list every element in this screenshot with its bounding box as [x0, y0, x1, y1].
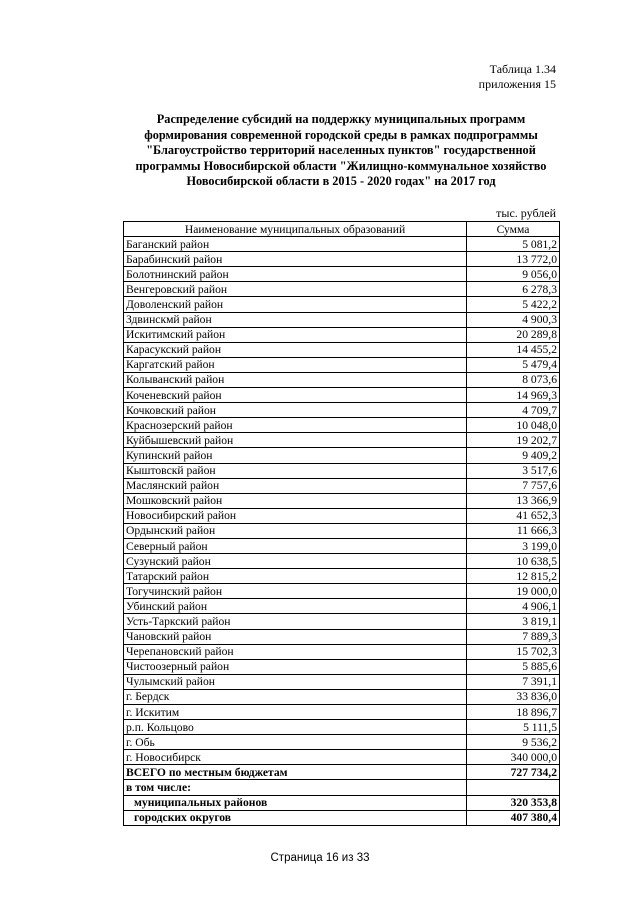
subsidy-sum: 340 000,0: [467, 750, 560, 765]
subsidy-sum: 41 652,3: [467, 508, 560, 523]
table-row: [124, 584, 560, 599]
subsidy-sum: 14 455,2: [467, 342, 560, 357]
column-header-sum: Сумма: [467, 222, 560, 237]
including-label: в том числе:: [124, 780, 467, 795]
subsidy-sum: 7 757,6: [467, 478, 560, 493]
municipality-name: Венгеровский район: [124, 282, 467, 297]
unit-label: тыс. рублей: [496, 206, 556, 220]
municipality-name: Здвинскмй район: [124, 312, 467, 327]
municipality-name: Искитимский район: [124, 327, 467, 342]
subsidy-sum: 4 709,7: [467, 403, 560, 418]
subsidy-sum: 13 772,0: [467, 252, 560, 267]
municipality-name: Карасукский район: [124, 342, 467, 357]
table-reference: [479, 62, 556, 91]
municipality-name: Доволенский район: [124, 297, 467, 312]
subsidy-sum: 9 409,2: [467, 448, 560, 463]
municipality-name: г. Бердск: [124, 689, 467, 704]
totals-section: [124, 765, 560, 825]
municipality-name: Куйбышевский район: [124, 433, 467, 448]
table-row: [124, 418, 560, 433]
table-row: [124, 735, 560, 750]
subsidy-sum: 20 289,8: [467, 327, 560, 342]
total-label: ВСЕГО по местным бюджетам: [124, 765, 467, 780]
subsidy-sum: 5 081,2: [467, 237, 560, 252]
total-row: [124, 765, 560, 780]
municipality-name: Ордынский район: [124, 523, 467, 538]
municipality-name: Чистоозерный район: [124, 659, 467, 674]
municipality-name: Чановский район: [124, 629, 467, 644]
municipality-name: Колыванский район: [124, 372, 467, 387]
table-row: [124, 644, 560, 659]
table-row: [124, 252, 560, 267]
districts-label: муниципальных районов: [124, 795, 467, 810]
subsidy-table: [123, 221, 560, 826]
municipality-name: г. Новосибирск: [124, 750, 467, 765]
municipality-name: Новосибирский район: [124, 508, 467, 523]
table-row: [124, 629, 560, 644]
table-row: [124, 463, 560, 478]
municipality-name: Маслянский район: [124, 478, 467, 493]
table-row: [124, 689, 560, 704]
municipality-name: Убинский район: [124, 599, 467, 614]
subsidy-sum: 10 638,5: [467, 554, 560, 569]
subsidy-sum: 3 199,0: [467, 538, 560, 553]
title-line: Новосибирской области в 2015 - 2020 годах" на 2017 год: [186, 174, 496, 189]
municipality-name: Баганский район: [124, 237, 467, 252]
subsidy-sum: 9 056,0: [467, 267, 560, 282]
urban-row: [124, 810, 560, 825]
table-row: [124, 705, 560, 720]
appendix-label: приложения 15: [478, 76, 556, 91]
subsidy-sum: 5 422,2: [467, 297, 560, 312]
subsidy-sum: 19 202,7: [467, 433, 560, 448]
subsidy-sum: 12 815,2: [467, 569, 560, 584]
municipality-name: Северный район: [124, 538, 467, 553]
table-row: [124, 267, 560, 282]
subsidy-sum: 5 111,5: [467, 720, 560, 735]
subsidy-sum: 7 889,3: [467, 629, 560, 644]
table-row: [124, 388, 560, 403]
subsidy-sum: 15 702,3: [467, 644, 560, 659]
subsidy-sum: 5 885,6: [467, 659, 560, 674]
table-row: [124, 750, 560, 765]
subsidy-sum: 3 819,1: [467, 614, 560, 629]
municipality-name: Кочковский район: [124, 403, 467, 418]
table-row: [124, 433, 560, 448]
municipality-name: Черепановский район: [124, 644, 467, 659]
table-row: [124, 403, 560, 418]
subsidy-sum: 3 517,6: [467, 463, 560, 478]
municipality-name: Чулымский район: [124, 674, 467, 689]
municipality-name: р.п. Кольцово: [124, 720, 467, 735]
table-row: [124, 237, 560, 252]
table-row: [124, 614, 560, 629]
table-row: [124, 659, 560, 674]
table-header-row: [124, 222, 560, 237]
table-row: [124, 312, 560, 327]
municipality-name: Барабинский район: [124, 252, 467, 267]
page-footer: Страница 16 из 33: [270, 852, 370, 864]
subsidy-sum: 33 836,0: [467, 689, 560, 704]
municipality-name: Краснозерский район: [124, 418, 467, 433]
municipality-name: Татарский район: [124, 569, 467, 584]
table-row: [124, 327, 560, 342]
table-row: [124, 599, 560, 614]
table-row: [124, 493, 560, 508]
column-header-name: Наименование муниципальных образований: [124, 222, 467, 237]
municipality-name: Тогучинский район: [124, 584, 467, 599]
subsidy-sum: 5 479,4: [467, 357, 560, 372]
table-row: [124, 448, 560, 463]
municipality-name: Купинский район: [124, 448, 467, 463]
table-row: [124, 282, 560, 297]
subsidy-sum: 6 278,3: [467, 282, 560, 297]
municipality-name: г. Искитим: [124, 705, 467, 720]
title-line: Распределение субсидий на поддержку муниципальных программ: [156, 112, 526, 126]
title-line: программы Новосибирской области "Жилищно-коммунальное хозяйство: [135, 158, 547, 173]
districts-sum: 320 353,8: [467, 795, 560, 810]
table-row: [124, 538, 560, 553]
municipality-name: Усть-Таркский район: [124, 614, 467, 629]
document-title: [125, 112, 557, 190]
table-row: [124, 357, 560, 372]
municipality-name: Болотнинский район: [124, 267, 467, 282]
table-row: [124, 674, 560, 689]
municipality-name: Коченевский район: [124, 388, 467, 403]
including-row: [124, 780, 560, 795]
table-row: [124, 569, 560, 584]
subsidy-sum: 9 536,2: [467, 735, 560, 750]
title-line: "Благоустройство территорий населенных пунктов" государственной: [146, 143, 536, 158]
table-row: [124, 720, 560, 735]
subsidy-sum: 13 366,9: [467, 493, 560, 508]
table-number: Таблица 1.34: [489, 62, 556, 76]
subsidy-sum: 8 073,6: [467, 372, 560, 387]
urban-label: городских округов: [124, 810, 467, 825]
municipality-name: Каргатский район: [124, 357, 467, 372]
subsidy-sum: 10 048,0: [467, 418, 560, 433]
subsidy-sum: 4 900,3: [467, 312, 560, 327]
total-sum: 727 734,2: [467, 765, 560, 780]
table-row: [124, 372, 560, 387]
subsidy-sum: 11 666,3: [467, 523, 560, 538]
subsidy-sum: 4 906,1: [467, 599, 560, 614]
table-row: [124, 342, 560, 357]
subsidy-sum: 18 896,7: [467, 705, 560, 720]
municipality-name: г. Обь: [124, 735, 467, 750]
municipality-name: Мошковский район: [124, 493, 467, 508]
districts-row: [124, 795, 560, 810]
table-row: [124, 523, 560, 538]
subsidy-sum: 14 969,3: [467, 388, 560, 403]
including-sum-empty: [467, 780, 560, 795]
municipality-name: Сузунский район: [124, 554, 467, 569]
table-body: [124, 237, 560, 765]
table-row: [124, 478, 560, 493]
subsidy-sum: 19 000,0: [467, 584, 560, 599]
title-line: формирования современной городской среды в рамках подпрограммы: [144, 127, 538, 142]
subsidy-sum: 7 391,1: [467, 674, 560, 689]
urban-sum: 407 380,4: [467, 810, 560, 825]
table-row: [124, 297, 560, 312]
table-row: [124, 508, 560, 523]
municipality-name: Кыштовскй район: [124, 463, 467, 478]
table-row: [124, 554, 560, 569]
